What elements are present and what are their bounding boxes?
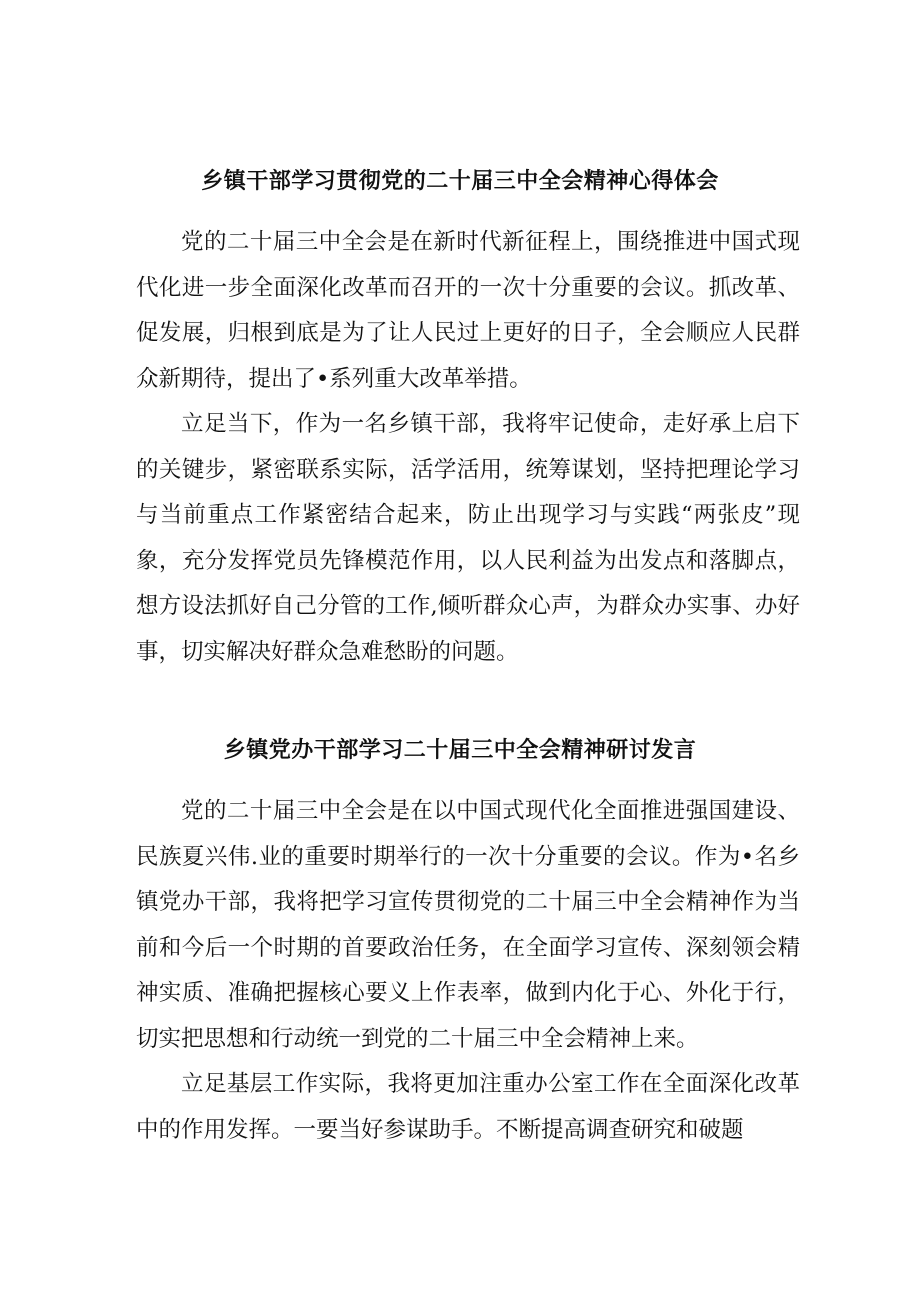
section-2-paragraph-2: 立足基层工作实际，我将更加注重办公室工作在全面深化改革中的作用发挥。一要当好参谋助手。不断提高调查研究和破题 <box>136 1071 800 1143</box>
section-1-paragraph-2: 立足当下，作为一名乡镇干部，我将牢记使命，走好承上启下的关键步，紧密联系实际，活学活用，统筹谋划，坚持把理论学习与当前重点工作紧密结合起来，防止出现学习与实践“两张皮”现象，充分发挥党员先锋模范作用，以人民利益为出发点和落脚点，想方设法抓好自己分管的工作,倾听群众心声，为群众办实事、办好事，切实解决好群众急难愁盼的问题。 <box>136 411 800 665</box>
section-2-paragraph-1: 党的二十届三中全会是在以中国式现代化全面推进强国建设、民族夏兴伟.业的重要时期举行的一次十分重要的会议。作为•名乡镇党办干部，我将把学习宣传贯彻党的二十届三中全会精神作为当前和今后一个时期的首要政治任务，在全面学习宣传、深刻领会精神实质、准确把握核心要义上作表率，做到内化于心、外化于行，切实把思想和行动统一到党的二十届三中全会精神上来。 <box>136 798 800 1052</box>
section-2-heading: 乡镇党办干部学习二十届三中全会精神研讨发言 <box>223 738 697 763</box>
section-1-heading: 乡镇干部学习贯彻党的二十届三中全会精神心得体会 <box>201 169 719 194</box>
section-1-paragraph-1: 党的二十届三中全会是在新时代新征程上，围绕推进中国式现代化进一步全面深化改革而召开的一次十分重要的会议。抓改革、促发展，归根到底是为了让人民过上更好的日子，全会顺应人民群众新期待，提出了•系列重大改革举措。 <box>136 229 800 392</box>
